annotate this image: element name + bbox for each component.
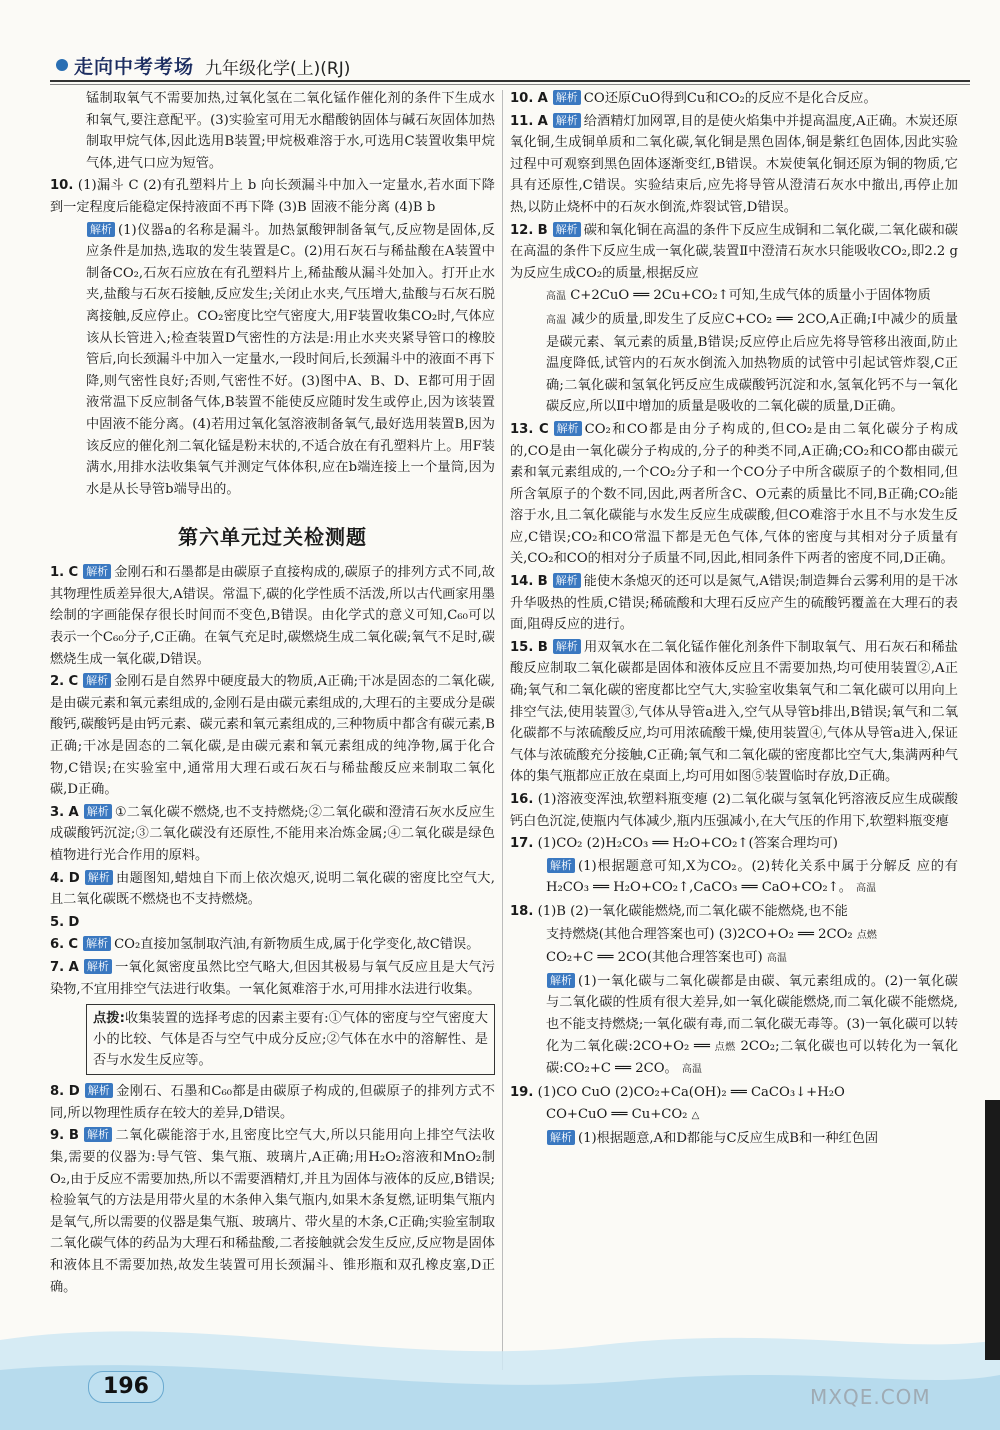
analysis-tag: 解析 — [83, 673, 111, 688]
q12-continued — [510, 309, 958, 418]
analysis-tag: 解析 — [83, 564, 111, 579]
reaction-condition: 高温 — [766, 953, 787, 965]
explanation-text: (1)一氧化碳与二氧化碳都是由碳、氧元素组成的。(2)一氧化碳与二氧化碳的性质有很大差异,如一氧化碳能燃烧,而二氧化碳不能燃烧,也不能支持燃烧;一氧化碳有毒,而二氧化碳无毒等。(3)一氧化碳可以转化为二氧化碳:2CO+O₂ ══ — [546, 973, 958, 1054]
answer-text: CO+CuO ══ Cu+CO₂ — [546, 1107, 688, 1123]
answer-text: (1)漏斗 C (2)有孔塑料片上 b 向长颈漏斗中加入一定量水,若水面下降到一定程度后能稳定保持液面不再下降 (3)B 固液不能分离 (4)B b — [50, 178, 495, 215]
question-number: 18. — [510, 903, 534, 919]
answer-letter: B — [537, 222, 548, 238]
question-number: 17. — [510, 836, 534, 852]
answer-letter: A — [537, 113, 548, 129]
left-column — [50, 88, 495, 1299]
explanation-text: 碳和氧化铜在高温的条件下反应生成铜和二氧化碳,二氧化碳和碳在高温的条件下反应生成一氧化碳,装置Ⅱ中澄清石灰水只能吸收CO₂,即2.2 g为反应生成CO₂的质量,根据反应 — [510, 222, 958, 281]
question-number: 15. — [510, 639, 534, 655]
question-13 — [510, 419, 958, 570]
answer-letter: A — [537, 91, 548, 106]
tip-label: 点拨: — [93, 1011, 125, 1027]
explanation-text: CO₂直接加氢制取汽油,有新物质生成,属于化学变化,故C错误。 — [114, 937, 480, 953]
header-rule — [50, 80, 970, 82]
analysis-tag: 解析 — [87, 222, 115, 237]
question-number: 14. — [510, 574, 534, 590]
question-number: 7. — [50, 959, 65, 975]
analysis-tag: 解析 — [547, 1130, 575, 1145]
answer-letter: D — [68, 914, 80, 930]
answer-text: (1)CO₂ (2)H₂CO₃ ══ H₂O+CO₂↑(答案合理均可) — [537, 836, 838, 852]
analysis-tag: 解析 — [547, 858, 575, 873]
intro-text: 锰制取氧气不需要加热,过氧化氢在二氧化锰作催化剂的条件下生成水和氧气,要注意配平。(3)实验室可用无水醋酸钠固体与碱石灰固体加热制取甲烷气体,因此选用B装置;甲烷极难溶于水,可选用C装置收集甲烷气体,进气口应为短管。 — [86, 91, 495, 171]
question-12 — [510, 220, 958, 285]
explanation-text-b: 2CO₂;二氧化碳也可以转化为一氧化碳:CO₂+C ══ 2CO。 — [546, 1038, 959, 1077]
explanation-text: 能使木条熄灭的还可以是氮气,A错误;制造舞台云雾利用的是干冰升华吸热的性质,C错误;稀硫酸和大理石反应产生的硫酸钙覆盖在大理石的表面,阻碍反应的进行。 — [510, 574, 958, 633]
page-number: 196 — [88, 1371, 164, 1403]
question-number: 16. — [510, 792, 534, 807]
reaction-condition: 点燃 — [714, 1041, 736, 1053]
explanation-text: CO₂和CO都是由分子构成的,但CO₂是由二氧化碳分子构成的,CO是由一氧化碳分子构成的,分子的种类不同,A正确;CO₂和CO都由碳元素和氧元素组成的,一个CO₂分子和一个CO分子中所含碳原子的个数相同,但所含氧原子的个数不同,因此,两者所含C、O元素的质量比不同,B正确;CO₂能溶于水,且二氧化碳能与水发生反应生成碳酸,但CO难溶于水且不与水发生反应,C错误;CO₂和CO常温下都是无色气体,气体的密度与其相对分子质量有关,CO₂和CO的相对分子质量不同,因此,相同条件下两者的密度不同,D正确。 — [510, 421, 958, 567]
question-8 — [50, 1081, 495, 1124]
explanation-19 — [510, 1128, 958, 1150]
explanation-text: 二氧化碳能溶于水,且密度比空气大,所以只能用向上排空气法收集,需要的仪器为:导气管、集气瓶、玻璃片,A正确;用H₂O₂溶液和MnO₂制O₂,由于反应不需要加热,所以不需要酒精灯,并且为固体与液体的反应,B错误;检验氧气的方法是用带火星的木条伸入集气瓶内,如果木条复燃,证明集气瓶内是氧气,所以需要的仪器是集气瓶、玻璃片、带火星的木条,C正确;实验室制取二氧化碳气体的药品为大理石和稀盐酸,二者接触就会发生反应,反应物是固体和液体且不需要加热,故发生装置可用长颈漏斗、锥形瓶和双孔橡皮塞,D正确。 — [50, 1128, 495, 1295]
reaction-condition: 高温 — [546, 314, 567, 326]
explanation-text: CO还原CuO得到Cu和CO₂的反应不是化合反应。 — [583, 91, 877, 106]
explanation-text: (1)根据题意,A和D都能与C反应生成B和一种红色固 — [578, 1130, 879, 1146]
explanation-18 — [510, 971, 958, 1081]
answer-text: (1)CO CuO (2)CO₂+Ca(OH)₂ ══ CaCO₃↓+H₂O — [537, 1084, 845, 1100]
question-number: 11. — [510, 113, 534, 129]
book-title: 走向中考考场 — [74, 56, 195, 78]
book-subtitle: 九年级化学(上)(RJ) — [205, 59, 351, 79]
question-2 — [50, 671, 495, 801]
reaction-condition: 高温 — [856, 883, 877, 895]
analysis-tag: 解析 — [85, 870, 113, 885]
explanation-text: ①二氧化碳不燃烧,也不支持燃烧;②二氧化碳和澄清石灰水反应生成碳酸钙沉淀;③二氧化碳没有还原性,不能用来冶炼金属;④二氧化碳是绿色植物进行光合作用的原料。 — [50, 804, 495, 863]
question-7 — [50, 957, 495, 1000]
question-6 — [50, 934, 495, 956]
answer-letter: A — [68, 804, 79, 820]
reaction-condition: 点燃 — [856, 929, 877, 941]
question-18 — [510, 901, 958, 923]
header-dot-icon — [56, 59, 68, 71]
q19-answer-line2 — [510, 1104, 958, 1127]
question-5 — [50, 912, 495, 934]
analysis-tag: 解析 — [553, 222, 581, 237]
explanation-text: 一氧化氮密度虽然比空气略大,但因其极易与氧气反应且是大气污染物,不宜用排空气法进行收集。一氧化氮难溶于水,可用排水法进行收集。 — [50, 959, 495, 997]
answer-text: (1)B (2)一氧化碳能燃烧,而二氧化碳不能燃烧,也不能 — [537, 903, 848, 919]
question-11 — [510, 111, 958, 219]
question-1 — [50, 562, 495, 670]
reaction-condition: 高温 — [681, 1064, 702, 1076]
explanation-text-b: 应的有H₂CO₃ ══ H₂O+CO₂↑,CaCO₃ ══ CaO+CO₂↑。 — [546, 858, 958, 896]
question-number: 1. — [50, 565, 65, 581]
question-number: 4. — [50, 870, 65, 886]
reaction-condition: 高温 — [546, 291, 566, 303]
header-rule-thin — [50, 84, 970, 85]
analysis-tag: 解析 — [84, 804, 112, 819]
footer-wave-decoration — [0, 1300, 1000, 1430]
question-14 — [510, 571, 958, 636]
question-3 — [50, 802, 495, 867]
explanation-text: (1)根据题意可知,X为CO₂。(2)转化关系中属于分解反 — [578, 858, 912, 874]
q12-formula-line — [510, 285, 958, 308]
intro-paragraph — [50, 88, 495, 174]
question-10 — [50, 175, 495, 218]
tip-text: 收集装置的选择考虑的因素主要有:①气体的密度与空气密度大小的比较、气体是否与空气中成分反应;②气体在水中的溶解性、是否与水发生反应等。 — [93, 1011, 488, 1069]
q18-answer-line2 — [510, 924, 958, 947]
explanation-text: 金刚石和石墨都是由碳原子直接构成的,碳原子的排列方式不同,故其物理性质差异很大,A错误。常温下,碳的化学性质不活泼,所以古代画家用墨绘制的字画能保存很长时间而不变色,B错误。由化学式的意义可知,C₆₀可以表示一个C₆₀分子,C正确。在氧气充足时,碳燃烧生成二氧化碳;氧气不足时,碳燃烧生成一氧化碳,D错误。 — [50, 565, 495, 667]
column-divider — [502, 90, 503, 1370]
formula-text: C+2CuO ══ 2Cu+CO₂↑可知,生成气体的质量小于固体物质 — [570, 288, 931, 304]
question-10-right — [510, 88, 958, 110]
answer-text: 支持燃烧(其他合理答案也可) (3)2CO+O₂ ══ 2CO₂ — [546, 926, 853, 942]
explanation-text: 减少的质量,即发生了反应C+CO₂ ══ 2CO,A正确;Ⅰ中减少的质量是碳元素、氧元素的质量,B错误;反应停止后应先将导管移出液面,防止温度降低,试管内的石灰水倒流入加热物质的试管中引起试管炸裂,C正确;二氧化碳和氢氧化钙反应生成碳酸钙沉淀和水,氢氧化钙不与一氧化碳反应,所以Ⅱ中增加的质量是吸收的二氧化碳的质量,D正确。 — [546, 311, 958, 415]
watermark: MXQE.COM — [810, 1385, 931, 1409]
explanation-text: 给酒精灯加网罩,目的是使火焰集中并提高温度,A正确。木炭还原氧化铜,生成铜单质和二氧化碳,氧化铜是黑色固体,铜是紫红色固体,因此实验过程中可观察到黑色固体逐渐变红,B错误。木炭使氧化铜还原为铜的物质,它具有还原性,C错误。实验结束后,应先将导管从澄清石灰水中撤出,再停止加热,以防止烧杯中的石灰水倒流,炸裂试管,D错误。 — [510, 113, 958, 215]
answer-text: (1)溶液变浑浊,软塑料瓶变瘪 (2)二氧化碳与氢氧化钙溶液反应生成碳酸钙白色沉淀,使瓶内气体减少,瓶内压强减小,在大气压的作用下,软塑料瓶变瘪 — [510, 792, 958, 829]
answer-letter: D — [68, 870, 80, 886]
question-16 — [510, 789, 958, 832]
explanation-17 — [510, 856, 958, 900]
question-15 — [510, 637, 958, 788]
page-header — [0, 0, 1000, 80]
answer-text: CO₂+C ══ 2CO(其他合理答案也可) — [546, 950, 763, 966]
answer-letter: C — [538, 421, 549, 437]
question-17 — [510, 833, 958, 855]
analysis-tag: 解析 — [84, 1127, 112, 1142]
answer-letter: C — [68, 674, 79, 690]
explanation-text: 用双氧水在二氧化锰作催化剂条件下制取氧气、用石灰石和稀盐酸反应制取二氧化碳都是固体和液体反应且不需要加热,均可使用装置②,A正确;氧气和二氧化碳的密度都比空气大,实验室收集氧气和二氧化碳可以用向上排空气法,使用装置③,气体从导管a进入,空气从导管b排出,B错误;氧气和二氧化碳都不与浓硫酸反应,均可用浓硫酸干燥,使用装置④,气体从导管a进入,保证气体与浓硫酸充分接触,C正确;氧气和二氧化碳的密度都比空气大,集满两种气体的集气瓶都应正放在桌面上,均可用如图⑤装置临时存放,D正确。 — [510, 639, 958, 785]
question-number: 10. — [50, 178, 74, 194]
analysis-tag: 解析 — [554, 421, 582, 436]
question-9 — [50, 1125, 495, 1298]
question-number: 12. — [510, 222, 534, 238]
explanation-10 — [50, 220, 495, 501]
explanation-text: 由题图知,蜡烛自下而上依次熄灭,说明二氧化碳的密度比空气大,且二氧化碳既不燃烧也不支持燃烧。 — [50, 870, 495, 908]
side-tab-marker — [985, 1100, 1000, 1360]
explanation-text: 金刚石、石墨和C₆₀都是由碳原子构成的,但碳原子的排列方式不同,所以物理性质存在较大的差异,D错误。 — [50, 1084, 495, 1121]
question-number: 9. — [50, 1128, 65, 1144]
answer-letter: D — [68, 1084, 80, 1100]
answer-letter: B — [537, 574, 548, 590]
reaction-condition: △ — [691, 1110, 700, 1122]
explanation-text: 金刚石是自然界中硬度最大的物质,A正确;干冰是固态的二氧化碳,是由碳元素和氧元素组成的,金刚石是由碳元素组成的,大理石的主要成分是碳酸钙,碳酸钙是由钙元素、碳元素和氧元素组成的,三种物质中都含有碳元素,B正确;干冰是固态的二氧化碳,是由碳元素和氧元素组成的纯净物,属于化合物,C错误;在实验室中,通常用大理石或石灰石与稀盐酸反应来制取二氧化碳,D正确。 — [50, 674, 495, 798]
analysis-tag: 解析 — [553, 90, 581, 105]
tip-box — [86, 1004, 495, 1075]
right-column — [510, 88, 958, 1151]
question-19 — [510, 1082, 958, 1104]
question-number: 3. — [50, 804, 65, 820]
question-number: 19. — [510, 1084, 534, 1100]
answer-letter: A — [68, 959, 79, 975]
question-4 — [50, 868, 495, 911]
section-title: 第六单元过关检测题 — [178, 525, 367, 550]
question-number: 5. — [50, 914, 65, 930]
analysis-tag: 解析 — [547, 973, 575, 988]
question-number: 6. — [50, 937, 65, 953]
answer-letter: B — [68, 1128, 79, 1144]
analysis-tag: 解析 — [553, 113, 581, 128]
answer-letter: B — [537, 639, 548, 655]
analysis-tag: 解析 — [553, 639, 581, 654]
question-number: 8. — [50, 1084, 65, 1100]
explanation-text: (1)仪器a的名称是漏斗。加热氯酸钾制备氧气,反应物是固体,反应条件是加热,选取的发生装置是C。(2)用石灰石与稀盐酸在A装置中制备CO₂,石灰石应放在有孔塑料片上,稀盐酸从漏斗处加入。打开止水夹,盐酸与石灰石接触,反应发生;关闭止水夹,气压增大,盐酸与石灰石脱离接触,反应停止。CO₂密度比空气密度大,用F装置收集CO₂时,气体应该从长管进入;检查装置D气密性的方法是:用止水夹夹紧导管口的橡胶管后,向长颈漏斗中加入一定量水,一段时间后,长颈漏斗中的液面不再下降,则气密性良好;否则,气密性不好。(3)图中A、B、D、E都可用于固液常温下反应制备气体,B装置不能使反应随时发生或停止,因为该装置中固液不能分离。(4)若用过氧化氢溶液制备氧气,最好选用装置B,因为该反应的催化剂二氧化锰是粉末状的,不适合放在有孔塑料片上。用F装满水,用排水法收集氧气并测定气体体积,应在b端连接上一个量筒,因为水是从长导管b端导出的。 — [86, 222, 495, 497]
question-number: 10. — [510, 91, 534, 106]
answer-letter: C — [68, 565, 79, 581]
question-number: 13. — [510, 421, 534, 437]
analysis-tag: 解析 — [84, 959, 112, 974]
analysis-tag: 解析 — [85, 1083, 113, 1098]
answer-letter: C — [68, 937, 79, 953]
question-number: 2. — [50, 674, 65, 690]
analysis-tag: 解析 — [553, 573, 581, 588]
q18-answer-line3 — [510, 947, 958, 970]
analysis-tag: 解析 — [83, 936, 111, 951]
